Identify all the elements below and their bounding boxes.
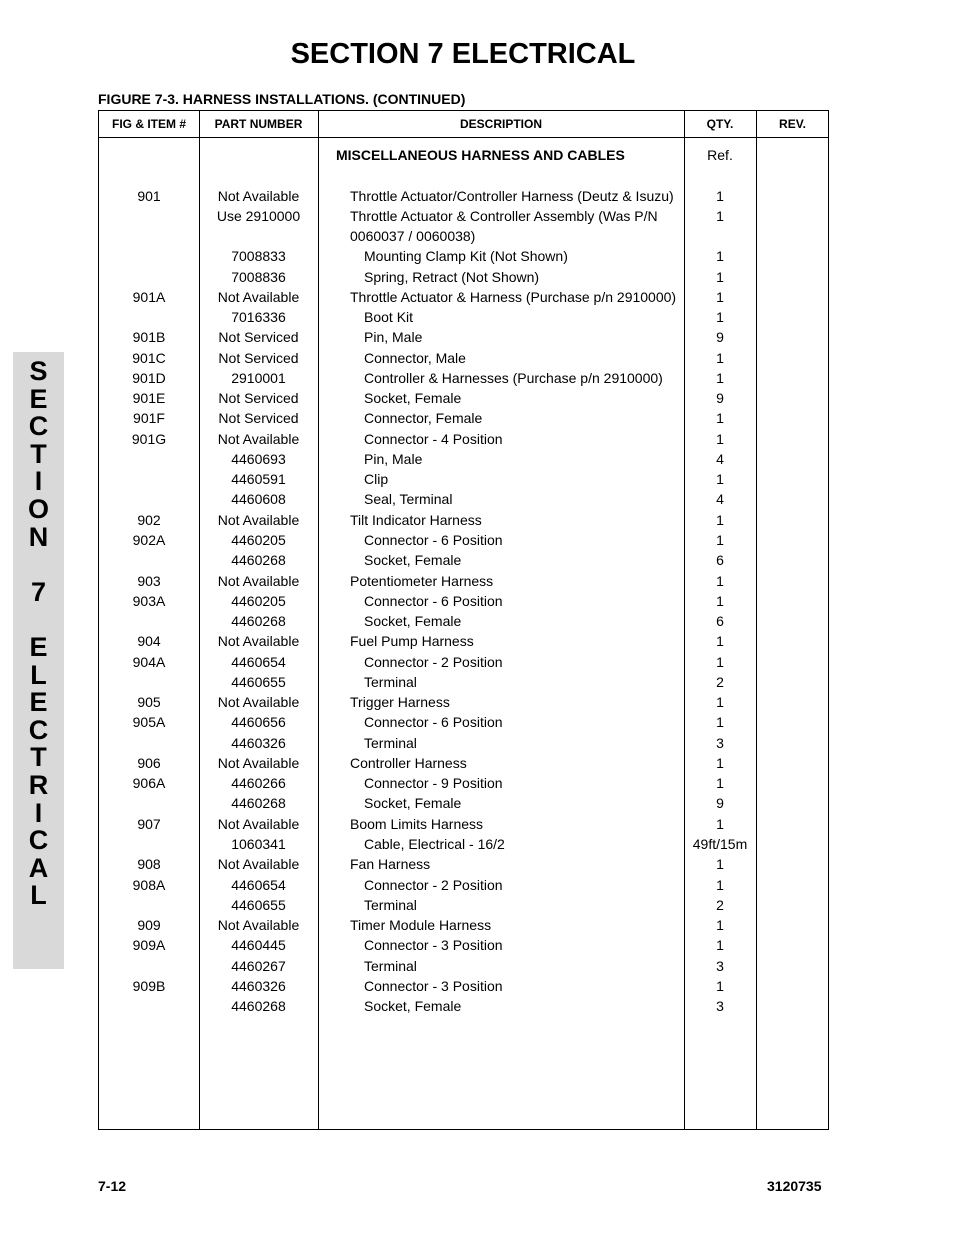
item-number-cell: 905A (132, 714, 166, 730)
quantity-cell: 1 (716, 633, 724, 649)
quantity-cell: 1 (716, 248, 724, 264)
side-tab-letter: L (30, 880, 47, 911)
table-row (99, 571, 828, 591)
quantity-cell: 3 (716, 735, 724, 751)
quantity-cell: 1 (716, 350, 724, 366)
description-cell: Connector - 3 Position (364, 937, 503, 953)
part-number-cell: 4460608 (231, 491, 286, 507)
side-tab-letters (13, 358, 64, 910)
table-row (99, 145, 828, 165)
item-number-cell: 901B (132, 329, 166, 345)
quantity-cell: 4 (716, 451, 724, 467)
description-cell: Connector, Male (364, 350, 466, 366)
quantity-cell: 1 (716, 593, 724, 609)
part-number-cell: 4460268 (231, 795, 286, 811)
quantity-cell: 6 (716, 613, 724, 629)
quantity-cell: 1 (716, 512, 724, 528)
table-row (99, 733, 828, 753)
quantity-cell: 1 (716, 573, 724, 589)
description-cell: Connector - 6 Position (364, 714, 503, 730)
table-row (99, 793, 828, 813)
part-number-cell: Not Available (217, 188, 300, 204)
description-cell: Throttle Actuator/Controller Harness (Deutz & Isuzu) (350, 188, 674, 204)
description-cell: Cable, Electrical - 16/2 (364, 836, 505, 852)
side-tab-letter: A (28, 852, 49, 883)
side-tab-letter: O (27, 493, 49, 524)
item-number-cell: 908 (137, 856, 161, 872)
table-row (99, 814, 828, 834)
header-item: FIG & ITEM # (111, 117, 186, 131)
part-number-cell: Not Serviced (218, 329, 299, 345)
description-cell: Socket, Female (364, 390, 462, 406)
side-tab-letter: N (28, 521, 49, 552)
table-row (99, 935, 828, 955)
description-cell: Clip (364, 471, 389, 487)
table-row (99, 267, 828, 287)
table-row (99, 408, 828, 428)
quantity-cell: 1 (716, 188, 724, 204)
section-side-tab (13, 352, 64, 969)
side-tab-letter: E (29, 383, 48, 414)
quantity-cell: 1 (716, 370, 724, 386)
part-number-cell: 4460205 (231, 532, 286, 548)
description-cell: Controller Harness (350, 755, 467, 771)
part-number-cell: 4460266 (231, 775, 286, 791)
description-cell: Trigger Harness (350, 694, 450, 710)
table-row (99, 834, 828, 854)
part-number-cell: 7008833 (231, 248, 286, 264)
part-number-cell: 4460655 (231, 674, 286, 690)
item-number-cell: 909B (132, 978, 166, 994)
header-part-number: PART NUMBER (214, 117, 303, 131)
header-divider (99, 137, 828, 138)
table-row (99, 246, 828, 266)
item-number-cell: 908A (132, 877, 166, 893)
section-title: SECTION 7 ELECTRICAL (290, 38, 636, 70)
part-number-cell: 2910001 (231, 370, 286, 386)
part-number-cell: 4460445 (231, 937, 286, 953)
description-cell: Connector - 2 Position (364, 877, 503, 893)
table-row (99, 895, 828, 915)
header-rev: REV. (779, 117, 806, 131)
quantity-cell: 1 (716, 816, 724, 832)
table-row (99, 327, 828, 347)
side-tab-letter: R (28, 769, 49, 800)
part-number-cell: 4460268 (231, 613, 286, 629)
part-number-cell: Not Available (217, 917, 300, 933)
part-number-cell: Not Available (217, 694, 300, 710)
part-number-cell: Not Serviced (218, 410, 299, 426)
item-number-cell: 901G (131, 431, 167, 447)
description-cell: Potentiometer Harness (350, 573, 494, 589)
quantity-cell: 4 (716, 491, 724, 507)
description-cell: Fuel Pump Harness (350, 633, 474, 649)
part-number-cell: Not Available (217, 289, 300, 305)
part-number-cell: 4460205 (231, 593, 286, 609)
quantity-cell: 6 (716, 552, 724, 568)
part-number-cell: Not Available (217, 431, 300, 447)
item-number-cell: 906 (137, 755, 161, 771)
table-row (99, 550, 828, 570)
part-number-cell: Not Available (217, 856, 300, 872)
table-row (99, 712, 828, 732)
quantity-cell: 1 (716, 289, 724, 305)
item-number-cell: 901D (132, 370, 166, 386)
quantity-cell: 1 (716, 654, 724, 670)
description-cell: Terminal (364, 674, 417, 690)
quantity-cell: 1 (716, 877, 724, 893)
part-number-cell: 4460591 (231, 471, 286, 487)
item-number-cell: 902 (137, 512, 161, 528)
part-number-cell: 7016336 (231, 309, 286, 325)
item-number-cell: 902A (132, 532, 166, 548)
part-number-cell: Not Serviced (218, 350, 299, 366)
quantity-cell: 1 (716, 714, 724, 730)
table-row (99, 287, 828, 307)
description-cell: Terminal (364, 897, 417, 913)
item-number-cell: 901E (132, 390, 166, 406)
part-number-cell: Not Available (217, 512, 300, 528)
table-row (99, 348, 828, 368)
item-number-cell: 909A (132, 937, 166, 953)
table-row (99, 489, 828, 509)
table-row (99, 530, 828, 550)
table-row (99, 652, 828, 672)
item-number-cell: 904 (137, 633, 161, 649)
description-cell: Controller & Harnesses (Purchase p/n 2910000) (364, 370, 663, 386)
part-number-cell: 4460655 (231, 897, 286, 913)
part-number-cell: 4460268 (231, 552, 286, 568)
quantity-cell: 1 (716, 937, 724, 953)
quantity-cell: 1 (716, 775, 724, 791)
table-row (99, 753, 828, 773)
description-cell: MISCELLANEOUS HARNESS AND CABLES (336, 147, 625, 163)
part-number-cell: 4460656 (231, 714, 286, 730)
table-row (99, 226, 828, 246)
item-number-cell: 909 (137, 917, 161, 933)
quantity-cell: 9 (716, 795, 724, 811)
description-cell: Tilt Indicator Harness (350, 512, 482, 528)
quantity-cell: 1 (716, 755, 724, 771)
part-number-cell: 4460326 (231, 978, 286, 994)
quantity-cell: Ref. (707, 147, 733, 163)
table-row (99, 449, 828, 469)
quantity-cell: 3 (716, 998, 724, 1014)
table-row (99, 510, 828, 530)
parts-table (98, 110, 829, 1130)
description-cell: Socket, Female (364, 613, 462, 629)
quantity-cell: 1 (716, 532, 724, 548)
quantity-cell: 1 (716, 471, 724, 487)
document-number: 3120735 (767, 1178, 822, 1194)
side-tab-letter: T (30, 438, 47, 469)
quantity-cell: 49ft/15m (692, 836, 748, 852)
description-cell: Terminal (364, 958, 417, 974)
item-number-cell: 901F (133, 410, 165, 426)
table-row (99, 915, 828, 935)
description-cell: Connector - 4 Position (364, 431, 503, 447)
description-cell: Pin, Male (364, 329, 423, 345)
table-row (99, 773, 828, 793)
part-number-cell: 4460693 (231, 451, 286, 467)
part-number-cell: 4460326 (231, 735, 286, 751)
table-row (99, 429, 828, 449)
table-row (99, 186, 828, 206)
table-row (99, 591, 828, 611)
quantity-cell: 9 (716, 390, 724, 406)
quantity-cell: 1 (716, 410, 724, 426)
description-cell: Socket, Female (364, 795, 462, 811)
description-cell: Connector - 6 Position (364, 532, 503, 548)
description-cell: Seal, Terminal (364, 491, 453, 507)
table-row (99, 976, 828, 996)
table-row (99, 692, 828, 712)
description-cell: Boom Limits Harness (350, 816, 484, 832)
part-number-cell: Not Available (217, 755, 300, 771)
table-row (99, 469, 828, 489)
side-tab-letter: T (30, 742, 47, 773)
part-number-cell: 1060341 (231, 836, 286, 852)
quantity-cell: 2 (716, 674, 724, 690)
part-number-cell: 4460654 (231, 654, 286, 670)
table-row (99, 307, 828, 327)
quantity-cell: 3 (716, 958, 724, 974)
item-number-cell: 907 (137, 816, 161, 832)
side-tab-letter: S (29, 356, 48, 386)
description-cell: Pin, Male (364, 451, 423, 467)
part-number-cell: 7008836 (231, 269, 286, 285)
table-row (99, 672, 828, 692)
side-tab-letter: E (29, 631, 48, 662)
part-number-cell: 4460267 (231, 958, 286, 974)
item-number-cell: 901A (132, 289, 166, 305)
table-row (99, 631, 828, 651)
table-row (99, 956, 828, 976)
quantity-cell: 1 (716, 694, 724, 710)
description-cell: Connector - 9 Position (364, 775, 503, 791)
description-cell: Timer Module Harness (350, 917, 492, 933)
side-tab-letter: C (28, 411, 49, 442)
part-number-cell: 4460654 (231, 877, 286, 893)
figure-caption: FIGURE 7-3. HARNESS INSTALLATIONS. (CONTINUED) (98, 91, 466, 107)
part-number-cell: Use 2910000 (216, 208, 301, 224)
description-cell: Socket, Female (364, 998, 462, 1014)
description-cell: Mounting Clamp Kit (Not Shown) (364, 248, 568, 264)
item-number-cell: 903A (132, 593, 166, 609)
description-cell: Connector - 6 Position (364, 593, 503, 609)
side-tab-letter: I (34, 466, 43, 497)
description-cell: Spring, Retract (Not Shown) (364, 269, 540, 285)
quantity-cell: 1 (716, 917, 724, 933)
side-tab-letter: C (28, 714, 49, 745)
part-number-cell: Not Available (217, 573, 300, 589)
table-row (99, 996, 828, 1016)
description-cell: Throttle Actuator & Harness (Purchase p/n 2910000) (350, 289, 677, 305)
header-description: DESCRIPTION (459, 117, 542, 131)
quantity-cell: 1 (716, 208, 724, 224)
side-tab-letter: L (30, 659, 47, 690)
table-row (99, 368, 828, 388)
table-row (99, 854, 828, 874)
description-cell: 0060037 / 0060038) (350, 228, 476, 244)
table-row (99, 206, 828, 226)
item-number-cell: 901C (132, 350, 166, 366)
quantity-cell: 2 (716, 897, 724, 913)
item-number-cell: 906A (132, 775, 166, 791)
side-tab-letter: E (29, 687, 48, 718)
table-row (99, 388, 828, 408)
quantity-cell: 9 (716, 329, 724, 345)
quantity-cell: 1 (716, 978, 724, 994)
description-cell: Connector - 3 Position (364, 978, 503, 994)
description-cell: Connector - 2 Position (364, 654, 503, 670)
side-tab-letter: I (34, 797, 43, 828)
side-tab-letter: C (28, 825, 49, 856)
description-cell: Terminal (364, 735, 417, 751)
description-cell: Fan Harness (350, 856, 431, 872)
part-number-cell: 4460268 (231, 998, 286, 1014)
part-number-cell: Not Available (217, 816, 300, 832)
description-cell: Socket, Female (364, 552, 462, 568)
description-cell: Throttle Actuator & Controller Assembly (Was P/N (350, 208, 658, 224)
part-number-cell: Not Serviced (218, 390, 299, 406)
table-row (99, 611, 828, 631)
item-number-cell: 904A (132, 654, 166, 670)
item-number-cell: 905 (137, 694, 161, 710)
item-number-cell: 901 (137, 188, 161, 204)
description-cell: Boot Kit (364, 309, 414, 325)
part-number-cell: Not Available (217, 633, 300, 649)
table-row (99, 875, 828, 895)
quantity-cell: 1 (716, 856, 724, 872)
quantity-cell: 1 (716, 309, 724, 325)
page-number: 7-12 (98, 1178, 127, 1194)
description-cell: Connector, Female (364, 410, 483, 426)
header-qty: QTY. (706, 117, 734, 131)
quantity-cell: 1 (716, 431, 724, 447)
item-number-cell: 903 (137, 573, 161, 589)
quantity-cell: 1 (716, 269, 724, 285)
side-tab-letter: 7 (30, 576, 47, 607)
